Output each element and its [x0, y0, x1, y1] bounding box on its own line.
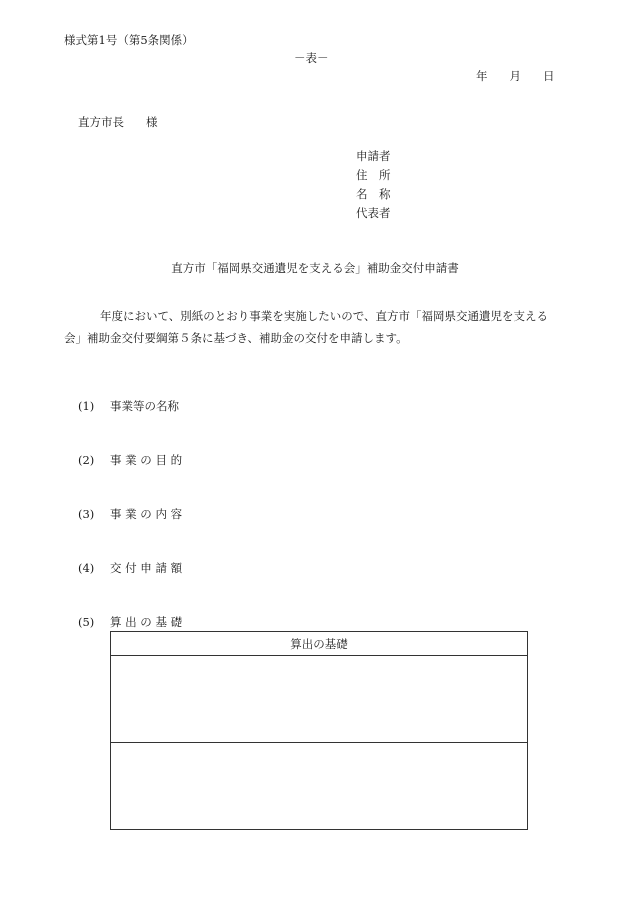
item-label: 事 業 の 内 容 — [110, 507, 183, 521]
application-statement: 年度において、別紙のとおり事業を実施したいので、直方市「福岡県交通遺児を支える会」補助金交付要綱第５条に基づき、補助金の交付を申請します。 — [64, 309, 549, 345]
item-label: 事 業 の 目 的 — [110, 453, 183, 467]
item-number: (5) — [78, 615, 95, 629]
item-label: 交 付 申 請 額 — [110, 561, 183, 575]
table-row[interactable] — [111, 743, 527, 829]
addressee-name: 直方市長 — [78, 115, 124, 129]
item-label: 事業等の名称 — [110, 399, 179, 413]
item-project-name — [78, 400, 179, 414]
date-day-label: 日 — [543, 69, 555, 83]
item-number: (3) — [78, 507, 95, 521]
applicant-name-label: 名 称 — [356, 187, 391, 201]
item-project-content — [78, 508, 182, 522]
applicant-heading: 申請者 — [356, 149, 391, 163]
addressee — [78, 116, 158, 130]
item-requested-amount — [78, 562, 182, 576]
table-header: 算出の基礎 — [111, 632, 527, 656]
document-title: 直方市「福岡県交通遺児を支える会」補助金交付申請書 — [171, 261, 459, 275]
item-calculation-basis — [78, 616, 182, 630]
date-line — [476, 70, 555, 84]
form-number: 様式第1号（第5条関係） — [64, 33, 194, 47]
applicant-address-label: 住 所 — [356, 168, 391, 182]
item-number: (2) — [78, 453, 95, 467]
date-month-label: 月 — [509, 69, 521, 83]
item-number: (4) — [78, 561, 95, 575]
table-row[interactable] — [111, 656, 527, 743]
item-label: 算 出 の 基 礎 — [110, 615, 183, 629]
addressee-honorific: 様 — [146, 115, 158, 129]
applicant-representative-label: 代表者 — [356, 206, 391, 220]
date-year-label: 年 — [476, 69, 488, 83]
item-project-purpose — [78, 454, 182, 468]
item-number: (1) — [78, 399, 95, 413]
calculation-basis-table — [110, 631, 528, 830]
front-side-label: －表－ — [294, 51, 329, 65]
